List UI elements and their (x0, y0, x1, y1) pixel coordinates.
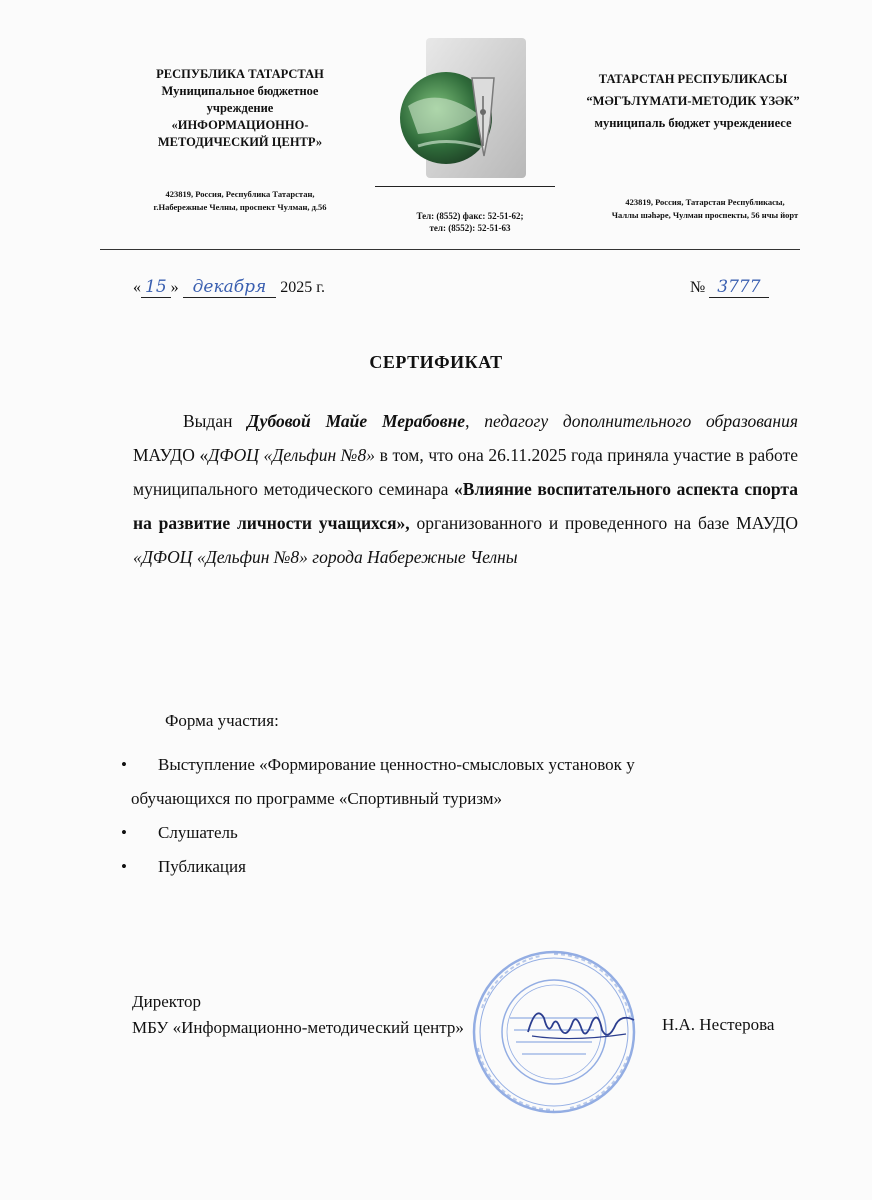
participation-item-text: Выступление «Формирование ценностно-смысловых установок у (158, 755, 635, 774)
header-left-line3: учреждение (206, 101, 274, 115)
number-prefix: № (690, 279, 706, 296)
date-open-quote: « (133, 279, 141, 296)
header-left-address-line1: 423819, Россия, Республика Татарстан, (165, 189, 315, 199)
date-day: 15 (141, 277, 171, 298)
participation-item-text: Публикация (158, 857, 246, 876)
certificate-body (133, 404, 798, 574)
header-rule (100, 249, 800, 250)
participation-item-text-continued: обучающихся по программе «Спортивный туризм» (131, 789, 503, 808)
body-text-5: организованного и проведенного на базе МАУДО (409, 513, 798, 533)
header-left-address (105, 188, 375, 214)
number-value: 3777 (709, 277, 768, 298)
signature-block (132, 989, 464, 1041)
participation-item-text: Слушатель (158, 823, 238, 842)
body-text-2: , (465, 411, 485, 431)
date-month: декабря (183, 277, 277, 298)
header-phones-line1: Тел: (8552) факс: 52-51-62; (416, 211, 524, 221)
header-right-line2: “МӘГЪЛҮМАТИ-МЕТОДИК ҮЗӘК” (586, 94, 800, 108)
header-left-line2: Муниципальное бюджетное (161, 84, 319, 98)
header-divider (375, 186, 555, 187)
body-text-3: МАУДО « (133, 445, 209, 465)
bullet-icon: • (121, 857, 127, 876)
header-left-address-line2: г.Набережные Челны, проспект Чулман, д.56 (153, 202, 327, 212)
list-item (113, 748, 793, 816)
header-left-line4: «ИНФОРМАЦИОННО- (171, 118, 309, 132)
recipient-name: Дубовой Майе Мерабовне (247, 411, 466, 431)
header-right-address-line2: Чаллы шәһәре, Чулман проспекты, 56 нчы йорт (611, 210, 799, 220)
header-phones (390, 210, 550, 234)
document-date (133, 277, 325, 298)
certificate-title: СЕРТИФИКАТ (369, 352, 503, 372)
body-text-4: в том, что она 26.11.2025 года приняла участие в работе муниципального методического семинара (133, 445, 798, 499)
signer-name: Н.А. Нестерова (662, 1015, 775, 1034)
list-item (113, 816, 793, 850)
header-right-line1: ТАТАРСТАН РЕСПУБЛИКАСЫ (598, 72, 788, 86)
header-right-address (575, 196, 835, 222)
date-close-quote: » (170, 279, 179, 296)
seminar-title: «Влияние воспитательного аспекта спорта на развитие личности учащихся», (133, 479, 798, 533)
organization-logo (398, 36, 533, 182)
header-right-block (558, 68, 828, 134)
header-right-address-line1: 423819, Россия, Татарстан Республикасы, (625, 197, 785, 207)
header-left-line1: РЕСПУБЛИКА ТАТАРСТАН (156, 67, 324, 81)
director-signature (522, 1000, 640, 1050)
header-left-line5: МЕТОДИЧЕСКИЙ ЦЕНТР» (157, 135, 323, 149)
date-year: 2025 г. (280, 279, 326, 296)
bullet-icon: • (121, 755, 127, 774)
recipient-role: педагогу дополнительного образования (484, 411, 798, 431)
participation-list (113, 748, 793, 884)
body-text-1: Выдан (183, 411, 248, 431)
signer-organization: МБУ «Информационно-методический центр» (132, 1018, 464, 1037)
document-number (690, 277, 769, 298)
list-item (113, 850, 793, 884)
participation-label: Форма участия: (165, 711, 279, 730)
header-right-line3: муниципаль бюджет учреждениесе (594, 116, 792, 130)
header-phones-line2: тел: (8552): 52-51-63 (429, 223, 511, 233)
signer-position: Директор (132, 992, 201, 1011)
bullet-icon: • (121, 823, 127, 842)
venue-name: «ДФОЦ «Дельфин №8» города Набережные Челны (133, 547, 518, 567)
header-left-block (120, 66, 360, 151)
organization-name: ДФОЦ «Дельфин №8» (208, 445, 375, 465)
